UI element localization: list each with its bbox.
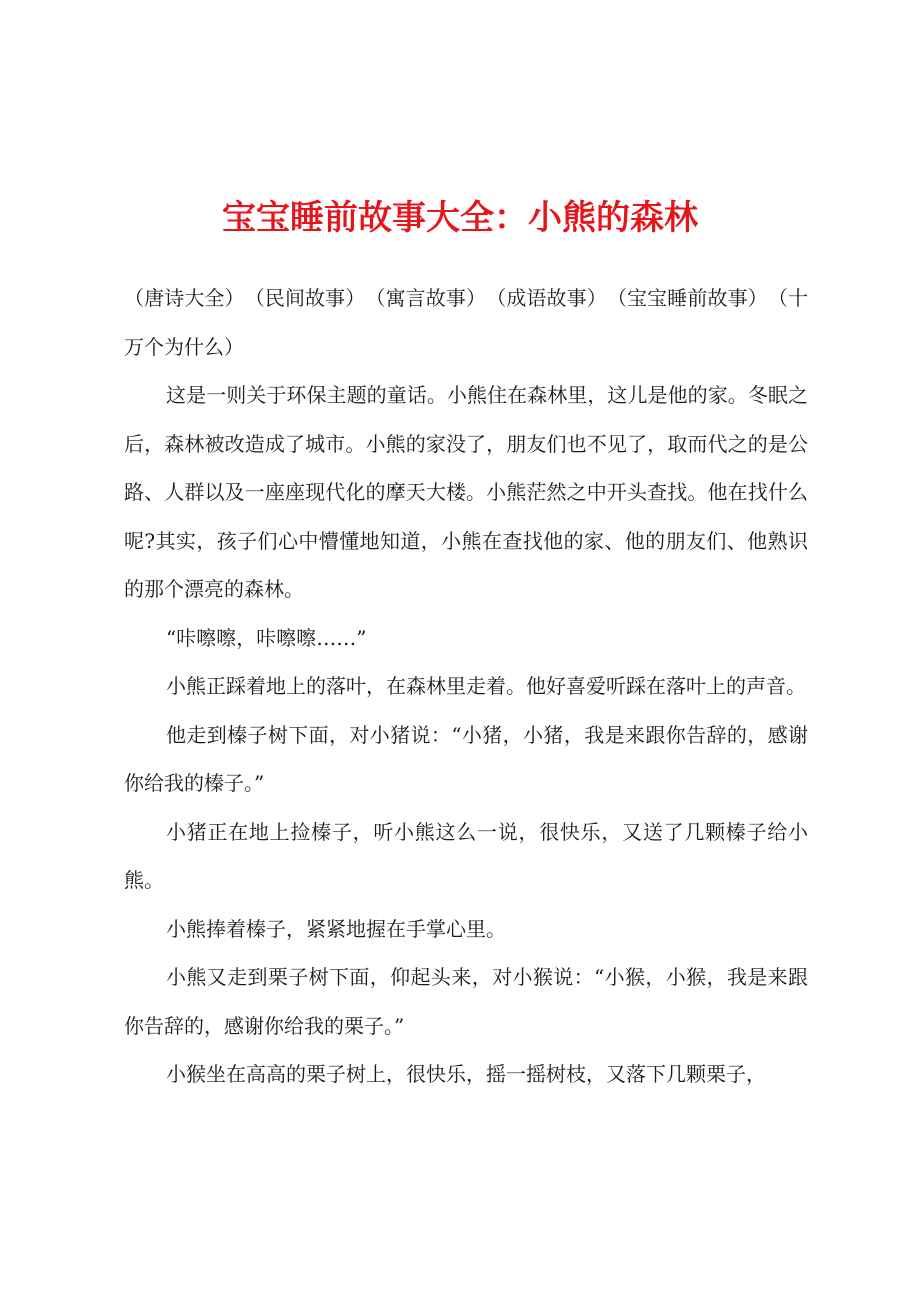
article-body [124,274,808,1099]
paragraph: 小熊正踩着地上的落叶，在森林里走着。他好喜爱听踩在落叶上的声音。 [166,674,806,698]
paragraph: 小猴坐在高高的栗子树上，很快乐，摇一摇树枝，又落下几颗栗子， [166,1062,766,1086]
page-title: 宝宝睡前故事大全：小熊的森林 [222,198,698,238]
paragraph: 小熊又走到栗子树下面，仰起头来，对小猴说：“小猴，小猴，我是来跟你告辞的，感谢你给我的栗子。” [124,965,808,1038]
paragraph: 小熊捧着榛子，紧紧地握在手掌心里。 [166,916,506,941]
paragraph: 他走到榛子树下面，对小猪说：“小猪，小猪，我是来跟你告辞的，感谢你给我的榛子。” [124,722,808,795]
paragraph: 这是一则关于环保主题的童话。小熊住在森林里，这儿是他的家。冬眠之后，森林被改造成了城市。小熊的家没了，朋友们也不见了，取而代之的是公路、人群以及一座座现代化的摩天大楼。小熊茫然之中开头查找。他在找什么呢?其实，孩子们心中懵懂地知道，小熊在查找他的家、他的朋友们、他熟识的那个漂亮的森林。 [124,383,808,601]
category-links: （唐诗大全） （民间故事） （寓言故事） （成语故事） （宝宝睡前故事） （十万个为什么） [124,286,808,359]
paragraph: “咔嚓嚓，咔嚓嚓……” [166,625,367,650]
paragraph: 小猪正在地上捡榛子，听小熊这么一说，很快乐，又送了几颗榛子给小熊。 [124,819,808,892]
